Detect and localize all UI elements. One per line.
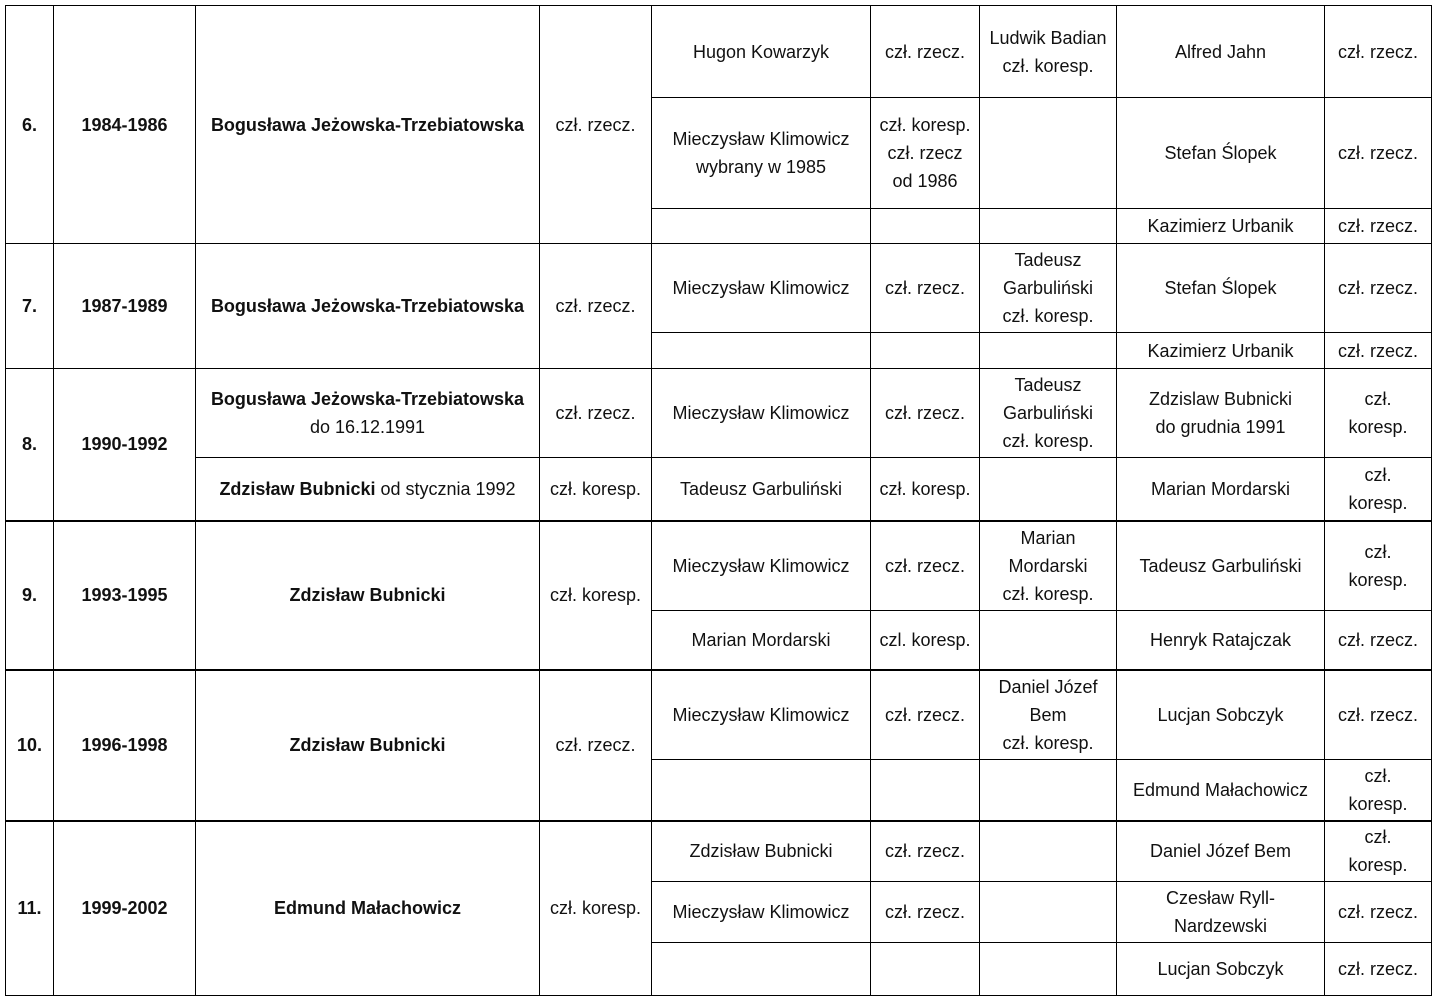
president-status: czł. rzecz. (540, 244, 652, 369)
vice-president-mid (980, 760, 1117, 821)
president-tenure: do 16.12.1991 (309, 417, 426, 437)
president-name: Zdzisław Bubnicki (196, 521, 540, 670)
vice-president-b-name: Daniel Józef Bem (1117, 821, 1325, 882)
vice-president-b-status: czł. rzecz. (1325, 209, 1432, 244)
vice-president-mid: Daniel Józef Bem czł. koresp. (980, 670, 1117, 760)
members-table (5, 5, 1432, 996)
vice-president-a-status: czł. rzecz. (871, 821, 980, 882)
president-status: czł. koresp. (540, 821, 652, 996)
vice-president-a-name: Mieczysław Klimowicz (652, 670, 871, 760)
vice-president-b-status: czł. koresp. (1325, 458, 1432, 521)
vice-president-b-status: czł. rzecz. (1325, 943, 1432, 996)
vice-president-a-name: Mieczysław Klimowicz (652, 244, 871, 333)
president-name: Zdzisław Bubnicki (219, 478, 376, 499)
president-name: Zdzisław Bubnicki (196, 670, 540, 821)
president-status: czł. rzecz. (540, 670, 652, 821)
term-number: 9. (6, 521, 54, 670)
vice-president-mid (980, 821, 1117, 882)
vice-president-b-name: Lucjan Sobczyk (1117, 670, 1325, 760)
president-cell (196, 369, 540, 458)
president-status: czł. koresp. (540, 458, 652, 521)
vice-president-a-status (871, 333, 980, 369)
vice-president-b-status: czł. rzecz. (1325, 611, 1432, 670)
vice-president-b-status: czł. rzecz. (1325, 244, 1432, 333)
vice-president-b-status: czł. koresp. (1325, 760, 1432, 821)
vice-president-mid (980, 209, 1117, 244)
vice-president-b-name: Stefan Ślopek (1117, 244, 1325, 333)
vice-president-a-status: czł. rzecz. (871, 369, 980, 458)
president-status: czł. rzecz. (540, 6, 652, 244)
vice-president-b-status: czł. rzecz. (1325, 882, 1432, 943)
term-years: 1993-1995 (54, 521, 196, 670)
vice-president-a-name: Marian Mordarski (652, 611, 871, 670)
vice-president-b-status: czł. koresp. (1325, 369, 1432, 458)
vice-president-b-status: czł. koresp. (1325, 821, 1432, 882)
term-years: 1996-1998 (54, 670, 196, 821)
president-tenure: od stycznia 1992 (375, 478, 516, 499)
vice-president-a-name (652, 333, 871, 369)
vice-president-b-name: Edmund Małachowicz (1117, 760, 1325, 821)
term-number: 11. (6, 821, 54, 996)
vice-president-a-status: czl. koresp. (871, 611, 980, 670)
vice-president-mid (980, 98, 1117, 209)
president-name: Edmund Małachowicz (196, 821, 540, 996)
vice-president-a-status: czł. rzecz. (871, 670, 980, 760)
vice-president-b-name: Kazimierz Urbanik (1117, 209, 1325, 244)
term-number: 7. (6, 244, 54, 369)
vice-president-mid (980, 458, 1117, 521)
vice-president-a-name: Mieczysław Klimowicz (652, 521, 871, 611)
vice-president-mid: Tadeusz Garbuliński czł. koresp. (980, 244, 1117, 333)
vice-president-a-status (871, 943, 980, 996)
vice-president-mid (980, 333, 1117, 369)
vice-president-b-name: Czesław Ryll- Nardzewski (1117, 882, 1325, 943)
term-number: 8. (6, 369, 54, 521)
vice-president-a-name: Tadeusz Garbuliński (652, 458, 871, 521)
president-name: Bogusława Jeżowska-Trzebiatowska (196, 6, 540, 244)
vice-president-b-name: Marian Mordarski (1117, 458, 1325, 521)
vice-president-b-status: czł. rzecz. (1325, 98, 1432, 209)
president-status: czł. rzecz. (540, 369, 652, 458)
vice-president-a-name (652, 760, 871, 821)
vice-president-a-status: czł. koresp. (871, 458, 980, 521)
vice-president-a-status: czł. koresp. czł. rzecz od 1986 (871, 98, 980, 209)
vice-president-b-name: Tadeusz Garbuliński (1117, 521, 1325, 611)
vice-president-b-status: czł. koresp. (1325, 521, 1432, 611)
vice-president-mid: Tadeusz Garbuliński czł. koresp. (980, 369, 1117, 458)
term-number: 6. (6, 6, 54, 244)
term-years: 1990-1992 (54, 369, 196, 521)
president-name: Bogusława Jeżowska-Trzebiatowska (210, 389, 525, 409)
president-name: Bogusława Jeżowska-Trzebiatowska (196, 244, 540, 369)
vice-president-a-status: czł. rzecz. (871, 882, 980, 943)
vice-president-b-status: czł. rzecz. (1325, 6, 1432, 98)
term-years: 1987-1989 (54, 244, 196, 369)
vice-president-mid (980, 611, 1117, 670)
vice-president-b-name: Stefan Ślopek (1117, 98, 1325, 209)
vice-president-mid (980, 882, 1117, 943)
vice-president-b-name: Henryk Ratajczak (1117, 611, 1325, 670)
vice-president-mid: Marian Mordarski czł. koresp. (980, 521, 1117, 611)
term-years: 1999-2002 (54, 821, 196, 996)
term-number: 10. (6, 670, 54, 821)
vice-president-a-name: Hugon Kowarzyk (652, 6, 871, 98)
vice-president-a-name: Mieczysław Klimowicz (652, 882, 871, 943)
vice-president-b-status: czł. rzecz. (1325, 333, 1432, 369)
vice-president-b-name: Kazimierz Urbanik (1117, 333, 1325, 369)
vice-president-a-status: czł. rzecz. (871, 521, 980, 611)
vice-president-a-name (652, 943, 871, 996)
vice-president-a-status (871, 209, 980, 244)
vice-president-mid: Ludwik Badian czł. koresp. (980, 6, 1117, 98)
vice-president-b-name: Alfred Jahn (1117, 6, 1325, 98)
vice-president-b-name: Zdzislaw Bubnicki do grudnia 1991 (1117, 369, 1325, 458)
vice-president-a-status: czł. rzecz. (871, 6, 980, 98)
vice-president-a-name: Mieczysław Klimowicz (652, 369, 871, 458)
vice-president-a-status (871, 760, 980, 821)
vice-president-a-name (652, 209, 871, 244)
vice-president-mid (980, 943, 1117, 996)
vice-president-b-status: czł. rzecz. (1325, 670, 1432, 760)
vice-president-b-name: Lucjan Sobczyk (1117, 943, 1325, 996)
vice-president-a-name: Mieczysław Klimowicz wybrany w 1985 (652, 98, 871, 209)
vice-president-a-status: czł. rzecz. (871, 244, 980, 333)
vice-president-a-name: Zdzisław Bubnicki (652, 821, 871, 882)
term-years: 1984-1986 (54, 6, 196, 244)
president-status: czł. koresp. (540, 521, 652, 670)
president-cell (196, 458, 540, 521)
